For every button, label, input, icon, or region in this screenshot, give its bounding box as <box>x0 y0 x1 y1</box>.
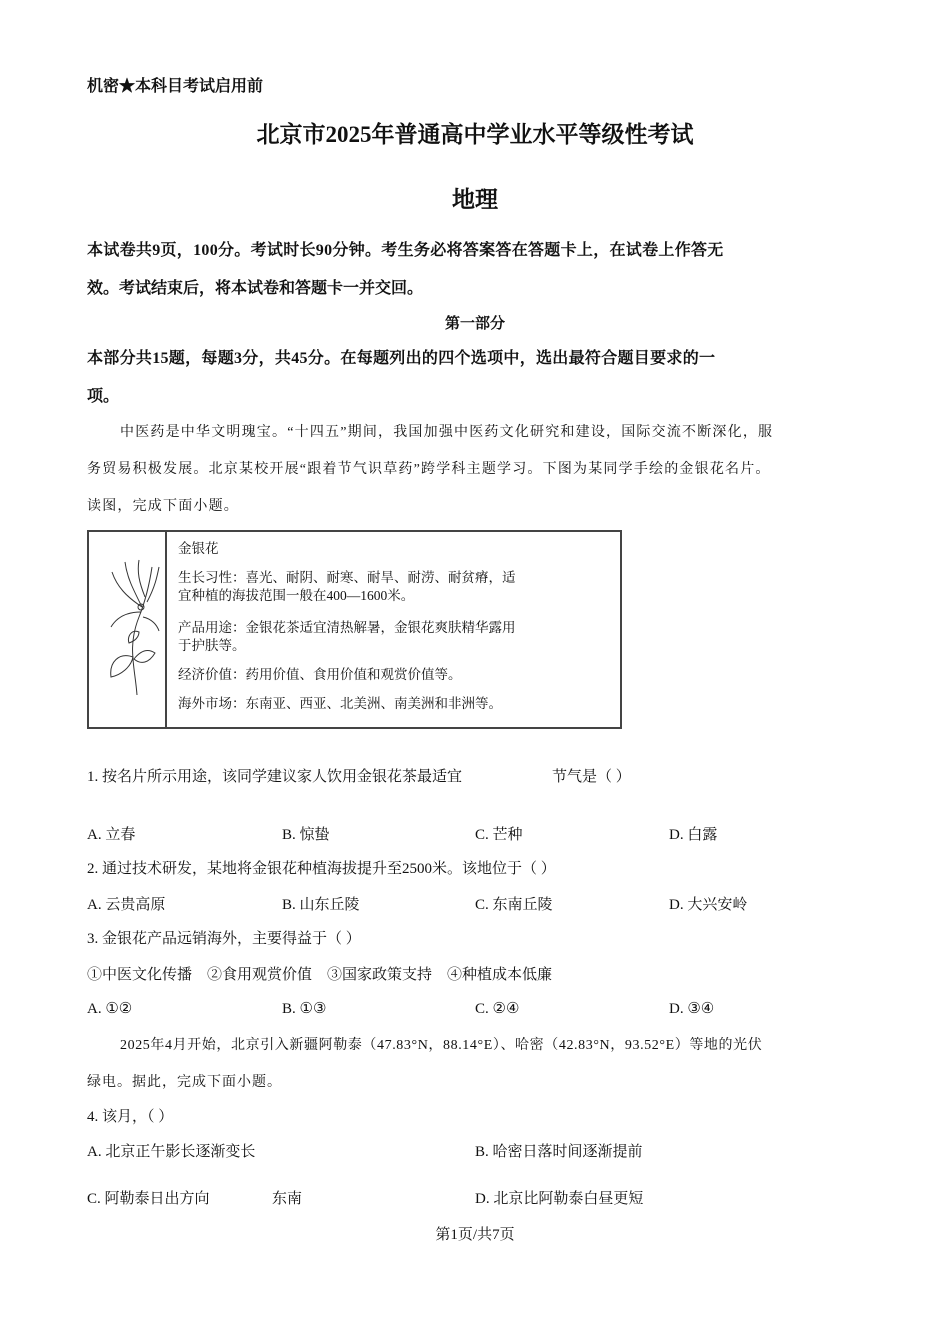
q1-option-a[interactable]: A. 立春 <box>87 827 136 843</box>
q2-option-c[interactable]: C. 东南丘陵 <box>475 897 553 913</box>
q2-option-a[interactable]: A. 云贵高原 <box>87 897 166 913</box>
intro-paragraph: 务贸易积极发展。北京某校开展“跟着节气识草药”跨学科主题学习。下图为某同学手绘的金银花名片。 <box>87 462 771 477</box>
q3-items: ①中医文化传播 ②食用观赏价值 ③国家政策支持 ④种植成本低廉 <box>87 967 553 983</box>
exam-title: 北京市2025年普通高中学业水平等级性考试 <box>256 122 694 147</box>
card-habit: 生长习性：喜光、耐阴、耐寒、耐旱、耐涝、耐贫瘠，适 <box>178 570 516 585</box>
question-2-stem: 2. 通过技术研发，某地将金银花种植海拔提升至2500米。该地位于（ ） <box>87 861 556 877</box>
confidential-label: 机密★本科目考试启用前 <box>87 78 264 95</box>
intro-paragraph: 中医药是中华文明瑰宝。“十四五”期间，我国加强中医药文化研究和建设，国际交流不断深化，服 <box>120 425 774 440</box>
intro-paragraph-2: 绿电。据此，完成下面小题。 <box>87 1075 282 1090</box>
honeysuckle-card <box>87 530 622 729</box>
q3-option-c[interactable]: C. ②④ <box>475 1001 520 1017</box>
intro-paragraph: 读图，完成下面小题。 <box>87 499 239 514</box>
q4-option-c[interactable]: C. 阿勒泰日出方向 <box>87 1191 210 1207</box>
intro-paragraph-2: 2025年4月开始，北京引入新疆阿勒泰（47.83°N，88.14°E）、哈密（42.83°N，93.52°E）等地的光伏 <box>120 1038 763 1053</box>
q2-option-d[interactable]: D. 大兴安岭 <box>669 897 748 913</box>
q3-option-a[interactable]: A. ①② <box>87 1001 133 1017</box>
card-use: 产品用途：金银花茶适宜清热解暑，金银花爽肤精华露用 <box>178 620 516 635</box>
card-value: 经济价值：药用价值、食用价值和观赏价值等。 <box>178 667 462 682</box>
question-1-stem: 1. 按名片所示用途，该同学建议家人饮用金银花茶最适宜 <box>87 769 463 785</box>
part-desc: 本部分共15题，每题3分，共45分。在每题列出的四个选项中，选出最符合题目要求的一 <box>87 350 716 367</box>
q1-option-c[interactable]: C. 芒种 <box>475 827 523 843</box>
q4-option-d[interactable]: D. 北京比阿勒泰白昼更短 <box>475 1191 644 1207</box>
card-habit: 宜种植的海拔范围一般在400—1600米。 <box>178 588 415 603</box>
question-4-stem: 4. 该月，（ ） <box>87 1109 174 1125</box>
card-market: 海外市场：东南亚、西亚、北美洲、南美洲和非洲等。 <box>178 696 502 711</box>
q3-option-b[interactable]: B. ①③ <box>282 1001 327 1017</box>
instructions-line: 本试卷共9页，100分。考试时长90分钟。考生务必将答案答在答题卡上，在试卷上作答无 <box>87 242 724 259</box>
q4-option-a[interactable]: A. 北京正午影长逐渐变长 <box>87 1144 256 1160</box>
page-footer: 第1页/共7页 <box>435 1227 515 1243</box>
q4-option-c-extra: 东南 <box>272 1191 303 1207</box>
q1-option-b[interactable]: B. 惊蛰 <box>282 827 330 843</box>
part-desc: 项。 <box>87 388 120 405</box>
card-divider <box>165 532 167 727</box>
question-3-stem: 3. 金银花产品远销海外，主要得益于（ ） <box>87 931 361 947</box>
part-title: 第一部分 <box>444 316 505 332</box>
question-1-stem-end: 节气是（ ） <box>552 769 631 785</box>
q2-option-b[interactable]: B. 山东丘陵 <box>282 897 360 913</box>
honeysuckle-flower-icon <box>97 557 161 697</box>
q3-option-d[interactable]: D. ③④ <box>669 1001 715 1017</box>
subject-title: 地理 <box>452 187 498 212</box>
instructions-line: 效。考试结束后，将本试卷和答题卡一并交回。 <box>87 280 424 297</box>
card-use: 于护肤等。 <box>178 638 246 653</box>
q1-option-d[interactable]: D. 白露 <box>669 827 718 843</box>
card-name: 金银花 <box>178 541 219 556</box>
q4-option-b[interactable]: B. 哈密日落时间逐渐提前 <box>475 1144 643 1160</box>
